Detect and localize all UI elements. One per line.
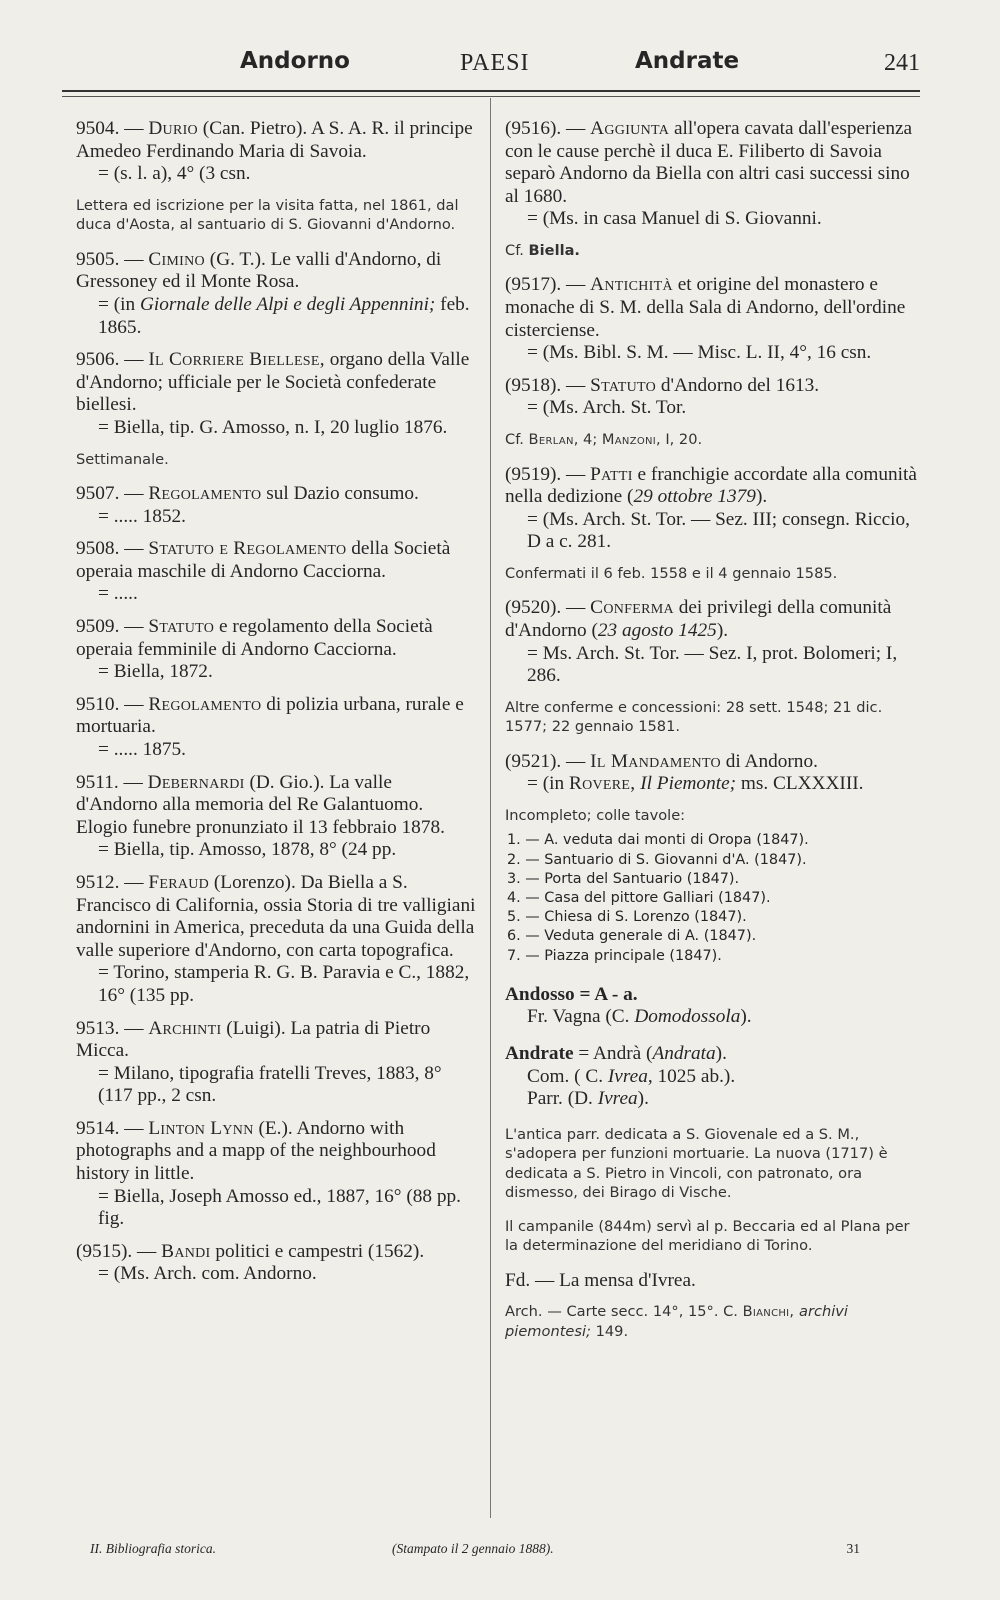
place-district: Domodossola (634, 1006, 741, 1028)
entry-author: Debernardi (147, 771, 245, 793)
cf-prefix: Cf. (505, 241, 529, 259)
entry-9504: 9504. — Durio (Can. Pietro). A S. A. R. il principe Amedeo Ferdinando Maria di Savoia. = (s. l. a), 4° (3 csn. (76, 118, 478, 186)
com-circ: Ivrea (607, 1065, 648, 1087)
entry-publication: = Torino, stamperia R. G. B. Paravia e C., 1882, 16° (135 pp. (98, 962, 470, 1006)
entry-number: (9517). (505, 274, 562, 296)
list-item: 3. — Porta del Santuario (1847). (507, 870, 740, 887)
entry-number: (9515). (76, 1240, 133, 1262)
entry-9518: (9518). — Statuto d'Andorno del 1613. = (Ms. Arch. St. Tor. (505, 375, 925, 420)
pub-prefix: = (in (527, 773, 569, 795)
entry-author: Statuto (148, 616, 215, 637)
entry-publication: = (Ms. Arch. St. Tor. — Sez. III; consegn. Riccio, D a c. 281. (527, 508, 910, 553)
entry-publication: = (Ms. Arch. St. Tor. (527, 397, 687, 419)
entry-title-end: ). (716, 620, 729, 641)
entry-author: Regolamento (148, 693, 262, 715)
entry-title: politici e campestri (1562). (210, 1240, 425, 1262)
left-column (76, 118, 478, 1296)
page-footer (62, 1541, 920, 1565)
entry-author: Archinti (148, 1017, 222, 1039)
entry-9508: 9508. — Statuto e Regolamento della Società operaia maschile di Andorno Cacciorna. = ..... (76, 538, 478, 606)
entry-number: 9514. (76, 1117, 120, 1139)
list-item: 1. — A. veduta dai monti di Oropa (1847). (507, 832, 809, 849)
entry-title: (G. T.). Le valli d'Andorno, di Gressoney ed il Monte Rosa. (76, 248, 442, 293)
pub-prefix: = (in (98, 293, 140, 315)
entry-title-end: ). (755, 486, 768, 508)
entry-publication: = Biella, 1872. (98, 661, 213, 683)
entry-number: (9518). (505, 374, 562, 396)
entry-number: 9508. (76, 538, 120, 560)
place-info-post: ). (740, 1006, 752, 1028)
entry-number: 9507. (76, 483, 120, 505)
entry-author: Durio (148, 118, 198, 139)
entry-title: di polizia urbana, rurale e mortuaria. (76, 693, 464, 738)
entry-publication: = ..... (98, 583, 138, 605)
entry-author: Il Mandamento (590, 750, 721, 772)
entry-publication: = (s. l. a), 4° (3 csn. (98, 163, 251, 185)
entry-title: e franchigie accordate alla comunità nella dedizione ( (505, 463, 917, 508)
pub-date: feb. 1865. (98, 293, 470, 338)
cf-author-2: Manzoni (601, 431, 657, 449)
entry-number: 9511. (76, 771, 119, 793)
entry-number: (9521). (505, 750, 562, 772)
com-pre: Com. ( C. (527, 1065, 608, 1087)
arch-title: archivi piemontesi; (505, 1303, 848, 1340)
list-item: 6. — Veduta generale di A. (1847). (507, 928, 757, 945)
entry-9509: 9509. — Statuto e regolamento della Società operaia femminile di Andorno Cacciorna. = Biella, 1872. (76, 616, 478, 684)
place-name: Andosso (505, 983, 575, 1005)
entry-9513: 9513. — Archinti (Luigi). La patria di Pietro Micca. = Milano, tipografia fratelli Treves, 1883, 8° (117 pp., 2 csn. (76, 1018, 478, 1108)
entry-title: (Luigi). La patria di Pietro Micca. (76, 1017, 431, 1062)
entry-number: (9519). (505, 463, 562, 485)
cf-author-1: Berlan (528, 431, 574, 449)
entry-author: Conferma (590, 597, 674, 619)
entry-note: Lettera ed iscrizione per la visita fatta, nel 1861, dal duca d'Aosta, al santuario di S. Giovanni d'Andorno. (76, 196, 459, 234)
entry-9506: 9506. — Il Corriere Biellese, organo della Valle d'Andorno; ufficiale per le Società confederate biellesi. = Biella, tip. G. Amosso, n. I, 20 luglio 1876. (76, 349, 478, 439)
entry-number: 9504. (76, 118, 120, 139)
entry-number: (9520). (505, 597, 562, 619)
entry-publication (98, 294, 478, 339)
entry-title: d'Andorno del 1613. (656, 374, 820, 396)
parr-diocese: Ivrea (597, 1088, 638, 1110)
entry-number: 9509. (76, 616, 120, 637)
entry-number: (9516). (505, 118, 562, 139)
place-alias: = Andrà ( (573, 1043, 653, 1065)
entry-title: organo della Valle d'Andorno; ufficiale per le Società confederate biellesi. (76, 349, 470, 416)
entry-author: Statuto (590, 374, 657, 396)
cf-mid: , 4; (573, 431, 602, 449)
entry-title: (E.). Andorno with photographs and a mapp of the neighbourhood history in little. (76, 1117, 436, 1185)
entry-publication (527, 773, 925, 796)
page-header (62, 48, 920, 88)
fondo-entry: Fd. — La mensa d'Ivrea. (505, 1269, 696, 1291)
arch-author: Bianchi, (742, 1303, 795, 1321)
column-divider (490, 98, 491, 1518)
pub-author: Rovere, (568, 773, 636, 795)
list-item: 2. — Santuario di S. Giovanni d'A. (1847). (507, 851, 807, 868)
entry-9519: (9519). — Patti e franchigie accordate alla comunità nella dedizione (29 ottobre 1379). = (Ms. Arch. St. Tor. — Sez. III; consegn. Riccio, D a c. 281. (505, 464, 925, 554)
entry-author: Regolamento (148, 483, 262, 505)
cf-ref: , I, 20. (656, 431, 703, 449)
entry-date: 29 ottobre 1379 (633, 486, 756, 508)
entry-number: 9513. (76, 1017, 120, 1039)
place-andosso (505, 984, 925, 1029)
header-rule (62, 90, 920, 92)
entry-note: Settimanale. (76, 450, 169, 468)
entry-publication: = ..... 1852. (98, 505, 186, 527)
entry-number: 9505. (76, 248, 120, 270)
right-column (505, 118, 925, 1355)
place-note: L'antica parr. dedicata a S. Giovenale ed a S. M., s'adopera per funzioni mortuarie. La nuova (1717) è dedicata a S. Pietro in Vincoli, con patronato, ora dismesso, dei Birago di Vische. (505, 1125, 888, 1202)
entry-title: della Società operaia maschile di Andorno Cacciorna. (76, 538, 451, 582)
place-comune (527, 1066, 925, 1089)
entry-note: Altre conferme e concessioni: 28 sett. 1548; 21 dic. 1577; 22 gennaio 1581. (505, 698, 883, 736)
arch-page: 149. (590, 1322, 629, 1340)
entry-publication: = Milano, tipografia fratelli Treves, 1883, 8° (117 pp., 2 csn. (98, 1062, 442, 1107)
entry-author: Statuto e Regolamento (148, 538, 347, 560)
entry-date: 23 agosto 1425 (597, 620, 717, 641)
running-head-center: PAESI (460, 50, 530, 76)
entry-number: 9512. (76, 871, 120, 893)
entry-title: dei privilegi della comunità d'Andorno ( (505, 597, 892, 641)
entry-9516: (9516). — Aggiunta all'opera cavata dall'esperienza con le cause perchè il duca E. Filiberto di Savoia separò Andorno da Biella con altri casi successi sino al 1680. = (Ms. in casa Manuel di S. Giovanni. (505, 118, 925, 231)
entry-9507: 9507. — Regolamento sul Dazio consumo. = ..... 1852. (76, 483, 478, 528)
entry-author: Aggiunta (590, 118, 670, 139)
entry-9505: 9505. — Cimino (G. T.). Le valli d'Andorno, di Gressoney ed il Monte Rosa. = (in Giornale delle Alpi e degli Appennini; feb. 1865. (76, 249, 478, 339)
com-post: , 1025 ab.). (647, 1065, 736, 1087)
header-rule-thin (62, 96, 920, 97)
cf-target: Biella. (528, 241, 580, 259)
running-head-left: Andorno (240, 48, 350, 74)
entry-author: Il Corriere Biellese, (148, 349, 325, 371)
entry-title: (Lorenzo). Da Biella a S. Francisco di California, ossia Storia di tre valligiani andornini in America, preceduta da una Guida della valle superiore d'Andorno, con carta topografica. (76, 871, 476, 961)
entry-title: et origine del monastero e monache di S. M. della Sala di Andorno, dell'ordine cisterciense. (505, 274, 906, 341)
entry-title: all'opera cavata dall'esperienza con le cause perchè il duca E. Filiberto di Savoia separò Andorno da Biella con altri casi successi sino al 1680. (505, 118, 913, 207)
entry-9511: 9511. — Debernardi (D. Gio.). La valle d'Andorno alla memoria del Re Galantuomo. Elogio funebre pronunziato il 13 febbraio 1878. = Biella, tip. Amosso, 1878, 8° (24 pp. (76, 772, 478, 862)
entry-publication: = (Ms. in casa Manuel di S. Giovanni. (527, 208, 822, 230)
entry-number: 9510. (76, 693, 120, 715)
entry-9515: (9515). — Bandi politici e campestri (1562). = (Ms. Arch. com. Andorno. (76, 1241, 478, 1286)
cf-prefix: Cf. (505, 431, 529, 449)
place-alias-end: ). (715, 1043, 727, 1065)
journal-title: Il Piemonte; (635, 773, 737, 795)
entry-author: Patti (590, 463, 633, 485)
pub-ref: ms. CLXXXIII. (736, 773, 864, 795)
entry-author: Cimino (148, 248, 205, 270)
parr-post: ). (637, 1088, 649, 1110)
entry-9514: 9514. — Linton Lynn (E.). Andorno with photographs and a mapp of the neighbourhood history in little. = Biella, Joseph Amosso ed., 1887, 16° (88 pp. fig. (76, 1118, 478, 1231)
journal-title: Giornale delle Alpi e degli Appennini; (139, 293, 436, 315)
entry-9517: (9517). — Antichità et origine del monastero e monache di S. M. della Sala di Andorno, dell'ordine cisterciense. = (Ms. Bibl. S. M. — Misc. L. II, 4°, 16 csn. (505, 274, 925, 364)
entry-author: Linton Lynn (148, 1117, 254, 1139)
footer-section: II. Bibliografia storica. (90, 1541, 216, 1556)
running-head-right: Andrate (635, 48, 740, 74)
entry-publication: = Biella, Joseph Amosso ed., 1887, 16° (88 pp. fig. (98, 1185, 461, 1230)
entry-9512: 9512. — Feraud (Lorenzo). Da Biella a S. Francisco di California, ossia Storia di tre valligiani andornini in America, preceduta da una Guida della valle superiore d'Andorno, con carta topografica. = Torino, stamperia R. G. B. Paravia e C., 1882, 16° (135 pp. (76, 872, 478, 1008)
entry-cross-reference (505, 241, 925, 261)
list-item: 7. — Piazza principale (1847). (507, 947, 722, 964)
list-item: 5. — Chiesa di S. Lorenzo (1847). (507, 909, 747, 926)
entry-publication: = (Ms. Arch. com. Andorno. (98, 1263, 317, 1285)
entry-note: Confermati il 6 feb. 1558 e il 4 gennaio 1585. (505, 564, 838, 582)
entry-title: e regolamento della Società operaia femminile di Andorno Cacciorna. (76, 616, 433, 660)
place-andrate (505, 1043, 925, 1111)
entry-publication: = (Ms. Bibl. S. M. — Misc. L. II, 4°, 16 csn. (527, 342, 872, 364)
list-item: 4. — Casa del pittore Galliari (1847). (507, 890, 771, 907)
entry-cross-reference (505, 430, 925, 450)
entry-9521: (9521). — Il Mandamento di Andorno. = (in Rovere, Il Piemonte; ms. CLXXXIII. (505, 751, 925, 796)
entry-author: Bandi (161, 1240, 211, 1262)
entry-publication: = Ms. Arch. St. Tor. — Sez. I, prot. Bolomeri; I, 286. (527, 642, 898, 687)
place-note: Il campanile (844m) servì al p. Beccaria ed al Plana per la determinazione del meridiano di Torino. (505, 1217, 910, 1255)
footer-print-date: (Stampato il 2 gennaio 1888). (392, 1541, 554, 1556)
entry-title: (D. Gio.). La valle d'Andorno alla memoria del Re Galantuomo. Elogio funebre pronunziato il 13 febbraio 1878. (76, 771, 445, 838)
entry-publication: = Biella, tip. G. Amosso, n. I, 20 luglio 1876. (98, 416, 448, 438)
entry-author: Feraud (148, 871, 210, 893)
plates-list (507, 831, 925, 965)
place-info (527, 1006, 925, 1029)
entry-title: sul Dazio consumo. (261, 483, 419, 505)
place-alias: = A - a. (574, 983, 638, 1005)
page-number: 241 (884, 50, 920, 76)
arch-pre: Arch. — Carte secc. 14°, 15°. C. (505, 1303, 743, 1321)
entry-note: Incompleto; colle tavole: (505, 806, 686, 824)
entry-9520: (9520). — Conferma dei privilegi della comunità d'Andorno (23 agosto 1425). = Ms. Arch. St. Tor. — Sez. I, prot. Bolomeri; I, 286. (505, 597, 925, 687)
place-name: Andrate (505, 1043, 574, 1065)
entry-title: (Can. Pietro). A S. A. R. il principe Amedeo Ferdinando Maria di Savoia. (76, 118, 473, 162)
place-parrocchia (527, 1088, 925, 1111)
place-info-pre: Fr. Vagna (C. (527, 1006, 635, 1028)
archive-note (505, 1302, 925, 1341)
entry-publication: = Biella, tip. Amosso, 1878, 8° (24 pp. (98, 839, 397, 861)
parr-pre: Parr. (D. (527, 1088, 598, 1110)
entry-author: Antichità (590, 274, 673, 296)
entry-9510: 9510. — Regolamento di polizia urbana, rurale e mortuaria. = ..... 1875. (76, 694, 478, 762)
place-latin: Andrata (652, 1043, 716, 1065)
entry-number: 9506. (76, 349, 120, 371)
entry-publication: = ..... 1875. (98, 738, 186, 760)
entry-title: di Andorno. (720, 750, 818, 772)
footer-signature: 31 (846, 1541, 860, 1556)
